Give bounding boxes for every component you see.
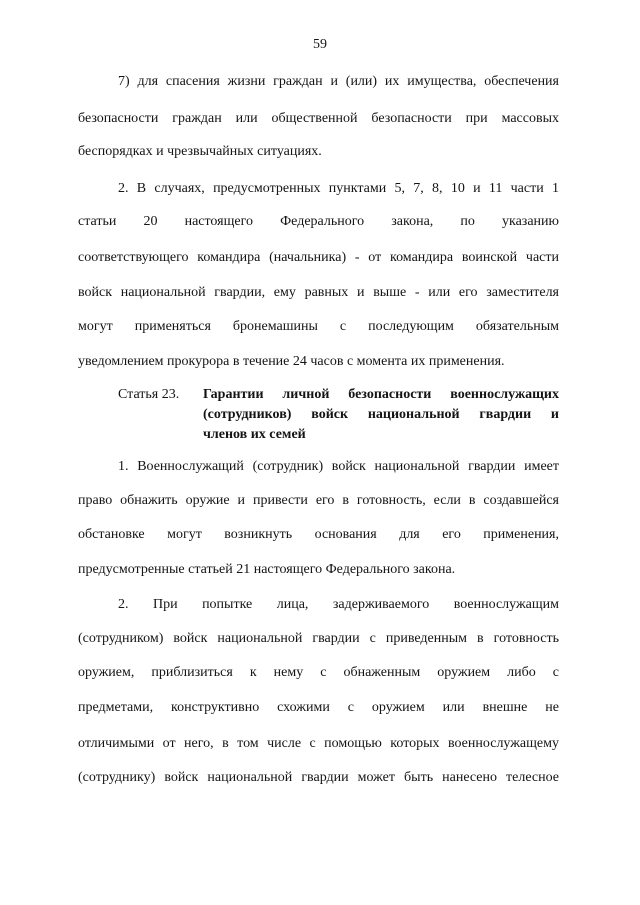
text-line: (сотрудником) войск национальной гвардии с приведенным в готовность <box>78 631 559 646</box>
text-line: (сотруднику) войск национальной гвардии может быть нанесено телесное <box>78 770 559 785</box>
article-label: Статья 23. <box>118 387 180 402</box>
article-title-line: Гарантии личной безопасности военнослужащих <box>203 387 559 402</box>
page-number: 59 <box>313 37 327 52</box>
text-line: 7) для спасения жизни граждан и (или) их имущества, обеспечения <box>118 74 559 89</box>
text-line: предусмотренные статьей 21 настоящего Федерального закона. <box>78 562 456 577</box>
text-line: войск национальной гвардии, ему равных и выше - или его заместителя <box>78 285 559 300</box>
text-line: безопасности граждан или общественной безопасности при массовых <box>78 111 559 126</box>
text-line: статьи 20 настоящего Федерального закона, по указанию <box>78 214 559 229</box>
text-line: предметами, конструктивно схожими с оружием или внешне не <box>78 700 559 715</box>
text-line: могут применяться бронемашины с последующим обязательным <box>78 319 559 334</box>
text-line: соответствующего командира (начальника) - от командира воинской части <box>78 250 559 265</box>
text-line: отличимыми от него, в том числе с помощью которых военнослужащему <box>78 736 559 751</box>
text-line: 2. В случаях, предусмотренных пунктами 5, 7, 8, 10 и 11 части 1 <box>118 181 559 196</box>
text-line: уведомлением прокурора в течение 24 часов с момента их применения. <box>78 354 505 369</box>
article-title-line: (сотрудников) войск национальной гвардии и <box>203 407 559 422</box>
text-line: право обнажить оружие и привести его в готовность, если в создавшейся <box>78 493 559 508</box>
text-line: 1. Военнослужащий (сотрудник) войск национальной гвардии имеет <box>118 459 559 474</box>
text-line: беспорядках и чрезвычайных ситуациях. <box>78 144 322 159</box>
article-title-line: членов их семей <box>203 427 306 442</box>
text-line: 2. При попытке лица, задерживаемого военнослужащим <box>118 597 559 612</box>
text-line: обстановке могут возникнуть основания для его применения, <box>78 527 559 542</box>
text-line: оружием, приблизиться к нему с обнаженным оружием либо с <box>78 665 559 680</box>
